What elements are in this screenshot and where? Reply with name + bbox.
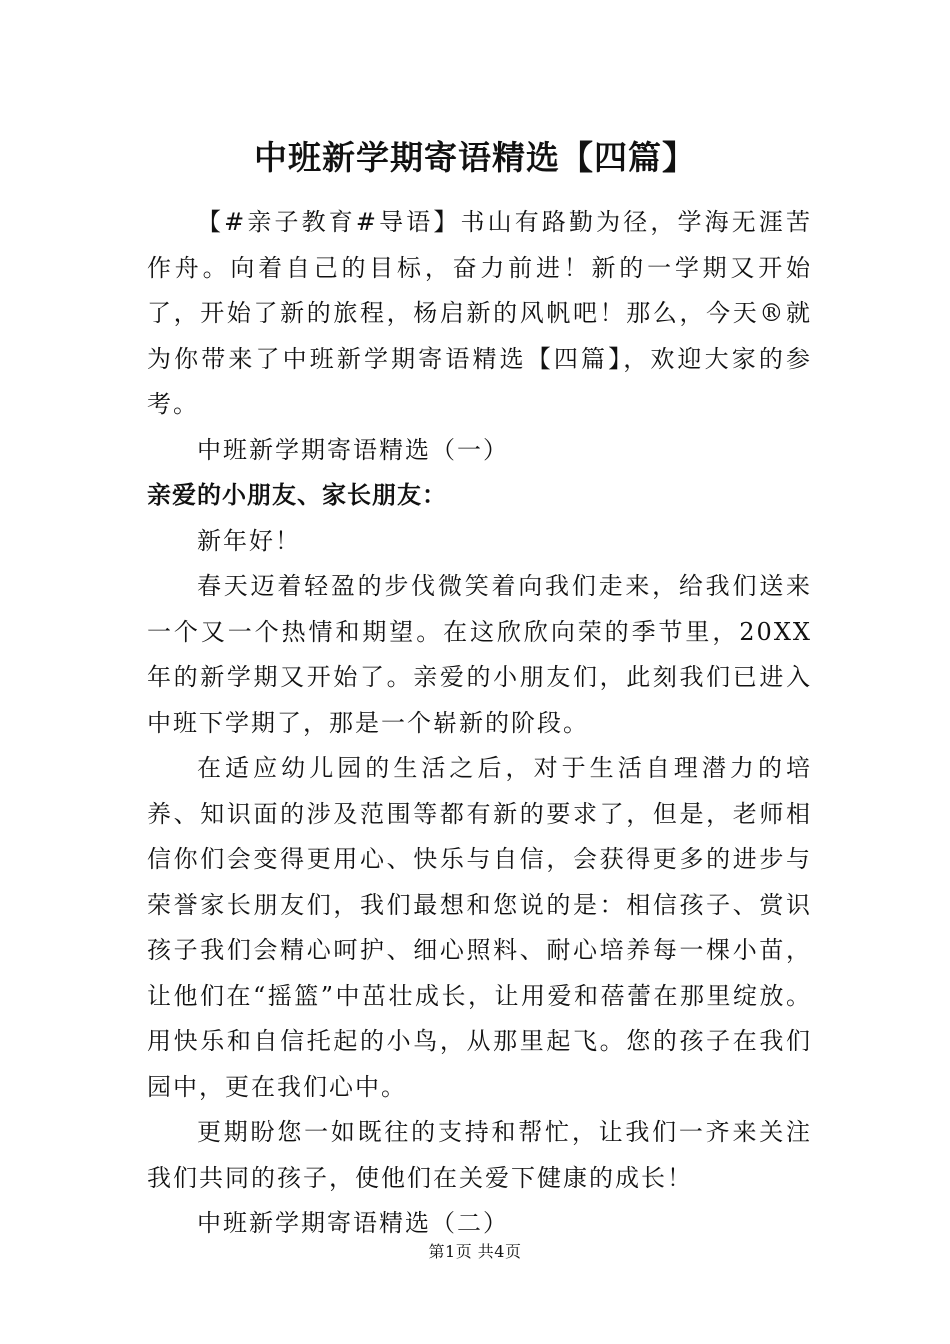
intro-paragraph: 【#亲子教育#导语】书山有路勤为径，学海无涯苦作舟。向着自己的目标，奋力前进！新的一学期又开始了，开始了新的旅程，杨启新的风帆吧！那么，今天®就为你带来了中班新学期寄语精选【四篇】，欢迎大家的参考。 [147, 208, 812, 418]
body-paragraph: 在适应幼儿园的生活之后，对于生活自理潜力的培养、知识面的涉及范围等都有新的要求了，但是，老师相信你们会变得更用心、快乐与自信，会获得更多的进步与荣誉家长朋友们，我们最想和您说的是：相信孩子、赏识孩子我们会精心呵护、细心照料、耐心培养每一棵小苗，让他们在“摇篮”中茁壮成长，让用爱和蓓蕾在那里绽放。用快乐和自信托起的小鸟，从那里起飞。您的孩子在我们园中，更在我们心中。 [147, 754, 812, 1101]
salutation: 亲爱的小朋友、家长朋友： [147, 481, 447, 509]
section-heading-one: 中班新学期寄语精选（一） [197, 435, 509, 464]
body-paragraph: 更期盼您一如既往的支持和帮忙，让我们一齐来关注我们共同的孩子，使他们在关爱下健康的成长！ [147, 1118, 812, 1192]
document-title: 中班新学期寄语精选【四篇】 [254, 138, 696, 177]
document-body [147, 200, 812, 1247]
page-footer: 第1页 共4页 [428, 1242, 522, 1261]
body-paragraph: 春天迈着轻盈的步伐微笑着向我们走来，给我们送来一个又一个热情和期望。在这欣欣向荣的季节里，20XX年的新学期又开始了。亲爱的小朋友们，此刻我们已进入中班下学期了，那是一个崭新的阶段。 [147, 572, 812, 737]
section-heading-two: 中班新学期寄语精选（二） [197, 1209, 509, 1237]
greeting: 新年好！ [197, 526, 301, 555]
